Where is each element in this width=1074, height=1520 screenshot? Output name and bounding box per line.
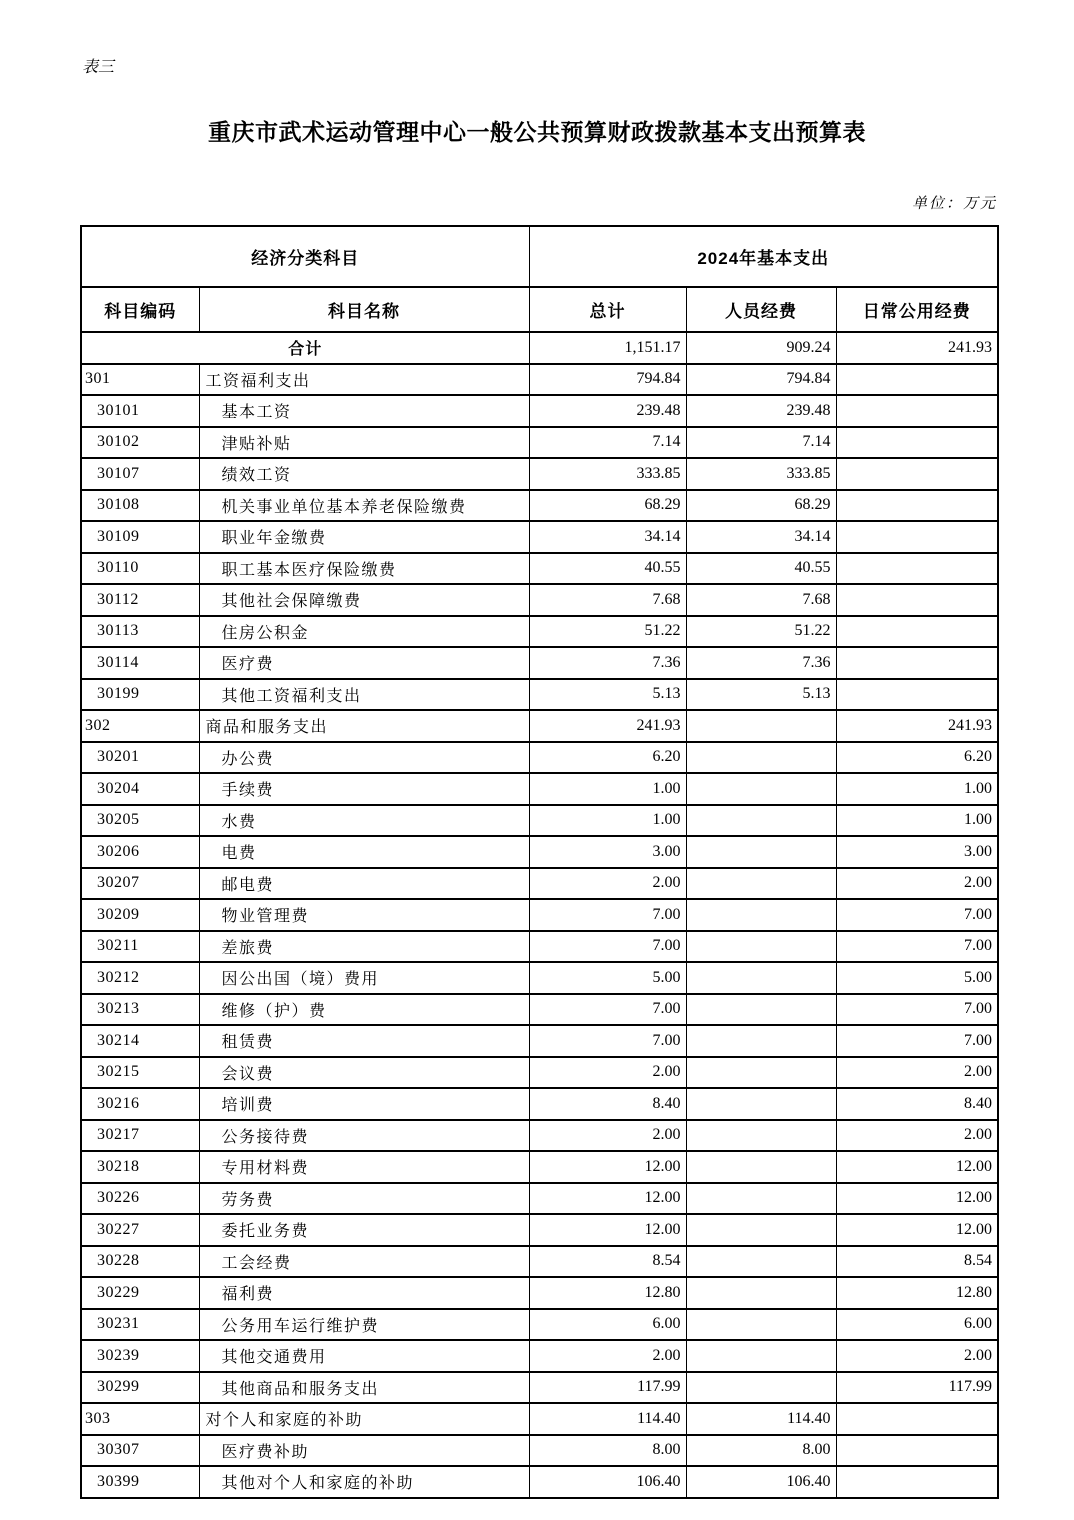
table-row bbox=[81, 773, 998, 805]
personnel-amount-cell bbox=[686, 1120, 836, 1152]
name-cell: 公务用车运行维护费 bbox=[199, 1309, 529, 1341]
name-cell: 津贴补贴 bbox=[199, 427, 529, 459]
name-cell: 绩效工资 bbox=[199, 458, 529, 490]
name-cell: 其他对个人和家庭的补助 bbox=[199, 1466, 529, 1498]
daily-public-amount-cell: 7.00 bbox=[836, 994, 998, 1026]
personnel-amount-cell bbox=[686, 1372, 836, 1404]
code-cell: 30231 bbox=[81, 1309, 199, 1341]
table-row bbox=[81, 742, 998, 774]
code-cell: 30227 bbox=[81, 1214, 199, 1246]
personnel-amount-cell: 106.40 bbox=[686, 1466, 836, 1498]
total-amount-cell: 2.00 bbox=[529, 868, 686, 900]
personnel-amount-cell bbox=[686, 1088, 836, 1120]
unit-label: 单位：万元 bbox=[911, 196, 997, 212]
total-amount-cell: 1,151.17 bbox=[529, 332, 686, 364]
total-amount-cell: 12.80 bbox=[529, 1277, 686, 1309]
personnel-amount-cell: 8.00 bbox=[686, 1435, 836, 1467]
daily-public-amount-cell: 12.00 bbox=[836, 1151, 998, 1183]
daily-public-amount-cell bbox=[836, 490, 998, 522]
total-amount-cell: 7.14 bbox=[529, 427, 686, 459]
table-row bbox=[81, 395, 998, 427]
daily-public-amount-cell bbox=[836, 521, 998, 553]
daily-public-amount-cell: 8.40 bbox=[836, 1088, 998, 1120]
code-cell: 30205 bbox=[81, 805, 199, 837]
column-header-total: 总计 bbox=[529, 287, 686, 332]
table-row bbox=[81, 1403, 998, 1435]
column-header-personnel: 人员经费 bbox=[686, 287, 836, 332]
table-total-row bbox=[81, 332, 998, 364]
daily-public-amount-cell: 7.00 bbox=[836, 899, 998, 931]
table-row bbox=[81, 1372, 998, 1404]
code-cell: 302 bbox=[81, 710, 199, 742]
personnel-amount-cell: 51.22 bbox=[686, 616, 836, 648]
name-cell: 劳务费 bbox=[199, 1183, 529, 1215]
total-amount-cell: 6.20 bbox=[529, 742, 686, 774]
personnel-amount-cell bbox=[686, 805, 836, 837]
daily-public-amount-cell bbox=[836, 458, 998, 490]
daily-public-amount-cell: 241.93 bbox=[836, 710, 998, 742]
total-amount-cell: 1.00 bbox=[529, 773, 686, 805]
table-body bbox=[81, 332, 998, 1498]
personnel-amount-cell bbox=[686, 1246, 836, 1278]
code-cell: 30113 bbox=[81, 616, 199, 648]
personnel-amount-cell: 68.29 bbox=[686, 490, 836, 522]
total-amount-cell: 106.40 bbox=[529, 1466, 686, 1498]
name-cell: 商品和服务支出 bbox=[199, 710, 529, 742]
name-cell: 专用材料费 bbox=[199, 1151, 529, 1183]
code-cell: 30114 bbox=[81, 647, 199, 679]
name-cell: 机关事业单位基本养老保险缴费 bbox=[199, 490, 529, 522]
table-row bbox=[81, 1246, 998, 1278]
personnel-amount-cell: 34.14 bbox=[686, 521, 836, 553]
personnel-amount-cell: 794.84 bbox=[686, 364, 836, 396]
table-row bbox=[81, 994, 998, 1026]
total-amount-cell: 7.00 bbox=[529, 931, 686, 963]
daily-public-amount-cell: 12.80 bbox=[836, 1277, 998, 1309]
total-amount-cell: 5.13 bbox=[529, 679, 686, 711]
personnel-amount-cell: 114.40 bbox=[686, 1403, 836, 1435]
total-amount-cell: 6.00 bbox=[529, 1309, 686, 1341]
table-row bbox=[81, 458, 998, 490]
code-cell: 30207 bbox=[81, 868, 199, 900]
table-row bbox=[81, 1025, 998, 1057]
daily-public-amount-cell bbox=[836, 647, 998, 679]
daily-public-amount-cell: 1.00 bbox=[836, 805, 998, 837]
name-cell: 公务接待费 bbox=[199, 1120, 529, 1152]
table-row bbox=[81, 836, 998, 868]
personnel-amount-cell bbox=[686, 868, 836, 900]
name-cell: 职业年金缴费 bbox=[199, 521, 529, 553]
personnel-amount-cell: 7.14 bbox=[686, 427, 836, 459]
personnel-amount-cell: 7.36 bbox=[686, 647, 836, 679]
daily-public-amount-cell: 6.00 bbox=[836, 1309, 998, 1341]
name-cell: 差旅费 bbox=[199, 931, 529, 963]
daily-public-amount-cell: 7.00 bbox=[836, 931, 998, 963]
code-cell: 30101 bbox=[81, 395, 199, 427]
table-row bbox=[81, 647, 998, 679]
total-amount-cell: 34.14 bbox=[529, 521, 686, 553]
total-amount-cell: 68.29 bbox=[529, 490, 686, 522]
total-amount-cell: 794.84 bbox=[529, 364, 686, 396]
code-cell: 30206 bbox=[81, 836, 199, 868]
table-row bbox=[81, 868, 998, 900]
page-title: 重庆市武术运动管理中心一般公共预算财政拨款基本支出预算表 bbox=[208, 120, 866, 145]
daily-public-amount-cell: 241.93 bbox=[836, 332, 998, 364]
header-basic-expenditure-2024: 2024年基本支出 bbox=[529, 226, 998, 287]
total-amount-cell: 51.22 bbox=[529, 616, 686, 648]
daily-public-amount-cell: 2.00 bbox=[836, 1120, 998, 1152]
daily-public-amount-cell: 2.00 bbox=[836, 1057, 998, 1089]
daily-public-amount-cell: 5.00 bbox=[836, 962, 998, 994]
code-cell: 30226 bbox=[81, 1183, 199, 1215]
daily-public-amount-cell: 117.99 bbox=[836, 1372, 998, 1404]
daily-public-amount-cell bbox=[836, 553, 998, 585]
total-label-cell: 合计 bbox=[81, 332, 529, 364]
name-cell: 工会经费 bbox=[199, 1246, 529, 1278]
name-cell: 培训费 bbox=[199, 1088, 529, 1120]
table-row bbox=[81, 1309, 998, 1341]
table-header bbox=[81, 226, 998, 332]
code-cell: 30299 bbox=[81, 1372, 199, 1404]
table-row bbox=[81, 616, 998, 648]
daily-public-amount-cell bbox=[836, 584, 998, 616]
name-cell: 办公费 bbox=[199, 742, 529, 774]
name-cell: 物业管理费 bbox=[199, 899, 529, 931]
table-row bbox=[81, 490, 998, 522]
total-amount-cell: 239.48 bbox=[529, 395, 686, 427]
code-cell: 30204 bbox=[81, 773, 199, 805]
name-cell: 委托业务费 bbox=[199, 1214, 529, 1246]
total-amount-cell: 1.00 bbox=[529, 805, 686, 837]
total-amount-cell: 5.00 bbox=[529, 962, 686, 994]
total-amount-cell: 2.00 bbox=[529, 1340, 686, 1372]
sheet-label: 表三 bbox=[82, 59, 115, 76]
name-cell: 其他工资福利支出 bbox=[199, 679, 529, 711]
personnel-amount-cell: 333.85 bbox=[686, 458, 836, 490]
table-row bbox=[81, 1435, 998, 1467]
name-cell: 医疗费 bbox=[199, 647, 529, 679]
personnel-amount-cell bbox=[686, 1183, 836, 1215]
total-amount-cell: 7.36 bbox=[529, 647, 686, 679]
table-row bbox=[81, 931, 998, 963]
personnel-amount-cell bbox=[686, 1214, 836, 1246]
code-cell: 30239 bbox=[81, 1340, 199, 1372]
column-header-name: 科目名称 bbox=[199, 287, 529, 332]
total-amount-cell: 241.93 bbox=[529, 710, 686, 742]
personnel-amount-cell: 239.48 bbox=[686, 395, 836, 427]
name-cell: 其他交通费用 bbox=[199, 1340, 529, 1372]
personnel-amount-cell bbox=[686, 773, 836, 805]
table-row bbox=[81, 805, 998, 837]
name-cell: 邮电费 bbox=[199, 868, 529, 900]
daily-public-amount-cell bbox=[836, 427, 998, 459]
table-row bbox=[81, 899, 998, 931]
table-row bbox=[81, 1466, 998, 1498]
table-row bbox=[81, 1057, 998, 1089]
total-amount-cell: 7.00 bbox=[529, 1025, 686, 1057]
code-cell: 30214 bbox=[81, 1025, 199, 1057]
personnel-amount-cell bbox=[686, 1277, 836, 1309]
name-cell: 福利费 bbox=[199, 1277, 529, 1309]
code-cell: 30229 bbox=[81, 1277, 199, 1309]
personnel-amount-cell: 7.68 bbox=[686, 584, 836, 616]
total-amount-cell: 40.55 bbox=[529, 553, 686, 585]
name-cell: 基本工资 bbox=[199, 395, 529, 427]
daily-public-amount-cell: 8.54 bbox=[836, 1246, 998, 1278]
personnel-amount-cell bbox=[686, 1309, 836, 1341]
daily-public-amount-cell: 12.00 bbox=[836, 1214, 998, 1246]
name-cell: 维修（护）费 bbox=[199, 994, 529, 1026]
table-row bbox=[81, 1277, 998, 1309]
name-cell: 对个人和家庭的补助 bbox=[199, 1403, 529, 1435]
table-row bbox=[81, 710, 998, 742]
personnel-amount-cell bbox=[686, 710, 836, 742]
code-cell: 30213 bbox=[81, 994, 199, 1026]
code-cell: 30107 bbox=[81, 458, 199, 490]
daily-public-amount-cell: 6.20 bbox=[836, 742, 998, 774]
code-cell: 30307 bbox=[81, 1435, 199, 1467]
column-header-daily-public: 日常公用经费 bbox=[836, 287, 998, 332]
personnel-amount-cell: 5.13 bbox=[686, 679, 836, 711]
personnel-amount-cell bbox=[686, 1151, 836, 1183]
daily-public-amount-cell: 7.00 bbox=[836, 1025, 998, 1057]
daily-public-amount-cell: 2.00 bbox=[836, 868, 998, 900]
table-row bbox=[81, 584, 998, 616]
code-cell: 30109 bbox=[81, 521, 199, 553]
code-cell: 30211 bbox=[81, 931, 199, 963]
personnel-amount-cell bbox=[686, 1340, 836, 1372]
daily-public-amount-cell: 2.00 bbox=[836, 1340, 998, 1372]
total-amount-cell: 12.00 bbox=[529, 1151, 686, 1183]
personnel-amount-cell bbox=[686, 1025, 836, 1057]
total-amount-cell: 12.00 bbox=[529, 1183, 686, 1215]
name-cell: 医疗费补助 bbox=[199, 1435, 529, 1467]
total-amount-cell: 7.00 bbox=[529, 899, 686, 931]
code-cell: 30108 bbox=[81, 490, 199, 522]
total-amount-cell: 117.99 bbox=[529, 1372, 686, 1404]
code-cell: 30212 bbox=[81, 962, 199, 994]
personnel-amount-cell bbox=[686, 1057, 836, 1089]
table-row bbox=[81, 1214, 998, 1246]
total-amount-cell: 8.54 bbox=[529, 1246, 686, 1278]
table-row bbox=[81, 962, 998, 994]
code-cell: 30112 bbox=[81, 584, 199, 616]
total-amount-cell: 2.00 bbox=[529, 1057, 686, 1089]
daily-public-amount-cell: 1.00 bbox=[836, 773, 998, 805]
total-amount-cell: 3.00 bbox=[529, 836, 686, 868]
name-cell: 手续费 bbox=[199, 773, 529, 805]
column-header-code: 科目编码 bbox=[81, 287, 199, 332]
table-row bbox=[81, 1340, 998, 1372]
code-cell: 30102 bbox=[81, 427, 199, 459]
name-cell: 会议费 bbox=[199, 1057, 529, 1089]
name-cell: 工资福利支出 bbox=[199, 364, 529, 396]
table-row bbox=[81, 427, 998, 459]
total-amount-cell: 7.00 bbox=[529, 994, 686, 1026]
daily-public-amount-cell bbox=[836, 364, 998, 396]
code-cell: 301 bbox=[81, 364, 199, 396]
code-cell: 30218 bbox=[81, 1151, 199, 1183]
daily-public-amount-cell bbox=[836, 1435, 998, 1467]
table-row bbox=[81, 553, 998, 585]
name-cell: 租赁费 bbox=[199, 1025, 529, 1057]
table-row bbox=[81, 1151, 998, 1183]
code-cell: 30201 bbox=[81, 742, 199, 774]
code-cell: 30199 bbox=[81, 679, 199, 711]
header-group-row bbox=[81, 226, 998, 287]
table-row bbox=[81, 1088, 998, 1120]
name-cell: 其他社会保障缴费 bbox=[199, 584, 529, 616]
personnel-amount-cell: 909.24 bbox=[686, 332, 836, 364]
name-cell: 其他商品和服务支出 bbox=[199, 1372, 529, 1404]
daily-public-amount-cell bbox=[836, 395, 998, 427]
daily-public-amount-cell bbox=[836, 616, 998, 648]
personnel-amount-cell bbox=[686, 931, 836, 963]
daily-public-amount-cell: 12.00 bbox=[836, 1183, 998, 1215]
code-cell: 30215 bbox=[81, 1057, 199, 1089]
personnel-amount-cell bbox=[686, 994, 836, 1026]
table-row bbox=[81, 364, 998, 396]
personnel-amount-cell bbox=[686, 899, 836, 931]
personnel-amount-cell: 40.55 bbox=[686, 553, 836, 585]
personnel-amount-cell bbox=[686, 836, 836, 868]
header-economic-classification: 经济分类科目 bbox=[81, 226, 529, 287]
code-cell: 303 bbox=[81, 1403, 199, 1435]
daily-public-amount-cell bbox=[836, 1466, 998, 1498]
total-amount-cell: 2.00 bbox=[529, 1120, 686, 1152]
total-amount-cell: 8.40 bbox=[529, 1088, 686, 1120]
daily-public-amount-cell bbox=[836, 679, 998, 711]
name-cell: 职工基本医疗保险缴费 bbox=[199, 553, 529, 585]
name-cell: 住房公积金 bbox=[199, 616, 529, 648]
table-row bbox=[81, 1120, 998, 1152]
code-cell: 30217 bbox=[81, 1120, 199, 1152]
code-cell: 30209 bbox=[81, 899, 199, 931]
personnel-amount-cell bbox=[686, 962, 836, 994]
total-amount-cell: 114.40 bbox=[529, 1403, 686, 1435]
name-cell: 因公出国（境）费用 bbox=[199, 962, 529, 994]
daily-public-amount-cell bbox=[836, 1403, 998, 1435]
total-amount-cell: 333.85 bbox=[529, 458, 686, 490]
code-cell: 30110 bbox=[81, 553, 199, 585]
name-cell: 电费 bbox=[199, 836, 529, 868]
header-columns-row bbox=[81, 287, 998, 332]
table-row bbox=[81, 679, 998, 711]
personnel-amount-cell bbox=[686, 742, 836, 774]
total-amount-cell: 7.68 bbox=[529, 584, 686, 616]
table-row bbox=[81, 1183, 998, 1215]
total-amount-cell: 8.00 bbox=[529, 1435, 686, 1467]
name-cell: 水费 bbox=[199, 805, 529, 837]
code-cell: 30228 bbox=[81, 1246, 199, 1278]
table-row bbox=[81, 521, 998, 553]
code-cell: 30216 bbox=[81, 1088, 199, 1120]
daily-public-amount-cell: 3.00 bbox=[836, 836, 998, 868]
budget-table bbox=[80, 225, 999, 1499]
code-cell: 30399 bbox=[81, 1466, 199, 1498]
total-amount-cell: 12.00 bbox=[529, 1214, 686, 1246]
